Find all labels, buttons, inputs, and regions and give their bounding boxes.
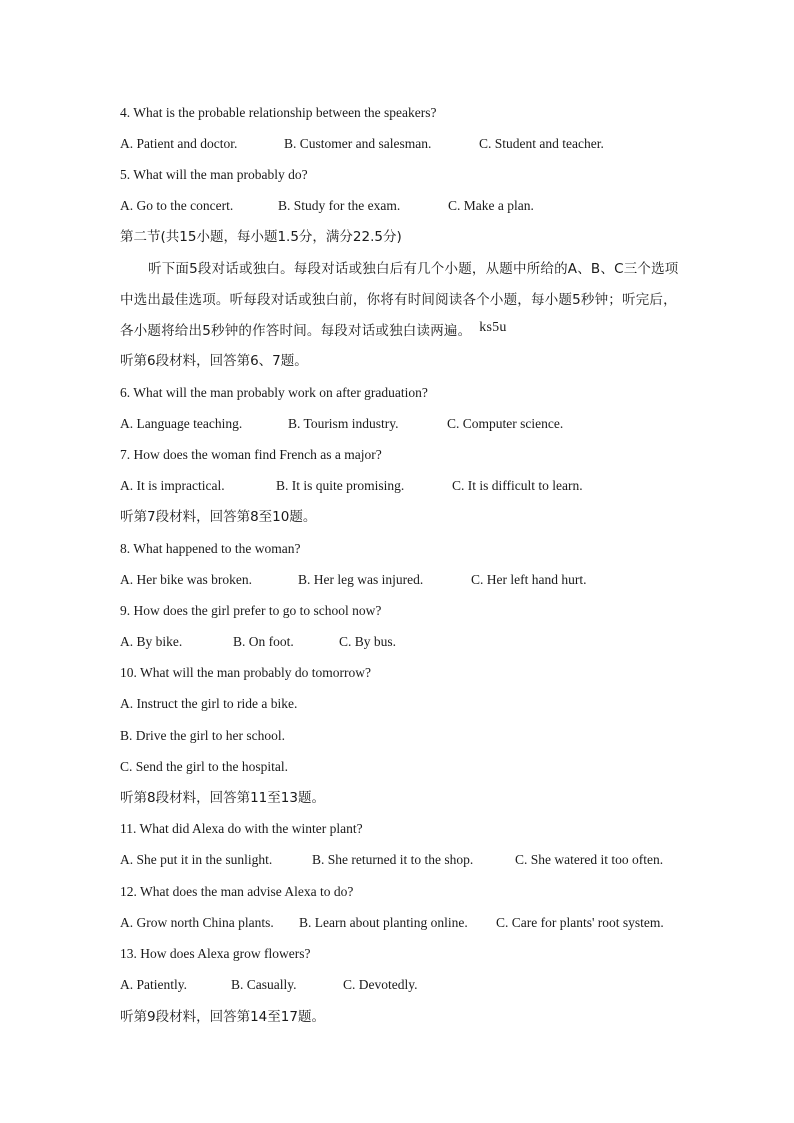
option-c: C. By bus. (339, 634, 397, 649)
option-a: A. Go to the concert. (120, 198, 234, 213)
section-heading: 第二节(共15小题，每小题1.5分，满分22.5分) (120, 229, 402, 245)
option-c: C. She watered it too often. (515, 852, 664, 867)
option-b: B. It is quite promising. (276, 478, 405, 493)
question-8-stem: 8. What happened to the woman? (120, 541, 301, 556)
option-a: A. Her bike was broken. (120, 572, 252, 587)
option-c: C. Student and teacher. (479, 136, 604, 151)
material-9-heading: 听第9段材料，回答第14至17题。 (120, 1009, 325, 1025)
option-a: A. She put it in the sunlight. (120, 852, 273, 867)
option-b: B. Tourism industry. (288, 416, 399, 431)
material-7-heading: 听第7段材料，回答第8至10题。 (120, 509, 317, 525)
option-a: A. Patiently. (120, 977, 187, 992)
option-c: C. Her left hand hurt. (471, 572, 587, 587)
option-b: B. On foot. (233, 634, 294, 649)
option-b: B. She returned it to the shop. (312, 852, 474, 867)
question-6-stem: 6. What will the man probably work on after graduation? (120, 385, 428, 400)
question-10-option-a: A. Instruct the girl to ride a bike. (120, 696, 298, 711)
option-a: A. Grow north China plants. (120, 915, 274, 930)
question-10-stem: 10. What will the man probably do tomorrow? (120, 665, 371, 680)
watermark: ks5u (479, 320, 507, 335)
option-b: B. Learn about planting online. (299, 915, 468, 930)
material-8-heading: 听第8段材料，回答第11至13题。 (120, 790, 325, 806)
question-10-option-b: B. Drive the girl to her school. (120, 728, 285, 743)
question-5-stem: 5. What will the man probably do? (120, 167, 308, 182)
option-c: C. It is difficult to learn. (452, 478, 583, 493)
option-b: B. Customer and salesman. (284, 136, 432, 151)
option-c: C. Make a plan. (448, 198, 534, 213)
question-11-stem: 11. What did Alexa do with the winter plant? (120, 821, 363, 836)
option-b: B. Her leg was injured. (298, 572, 424, 587)
option-a: A. Patient and doctor. (120, 136, 238, 151)
question-10-option-c: C. Send the girl to the hospital. (120, 759, 288, 774)
option-b: B. Casually. (231, 977, 297, 992)
question-9-stem: 9. How does the girl prefer to go to school now? (120, 603, 382, 618)
option-a: A. By bike. (120, 634, 183, 649)
instructions-text: 听下面5段对话或独白。每段对话或独白后有几个小题，从题中所给的A、B、C三个选项中选出最佳选项。听每段对话或独白前，你将有时间阅读各个小题，每小题5秒钟；听完后，各小题将给出5秒钟的作答时间。每段对话或独白读两遍。 (120, 261, 679, 339)
question-12-stem: 12. What does the man advise Alexa to do? (120, 884, 354, 899)
option-c: C. Computer science. (447, 416, 564, 431)
option-a: A. Language teaching. (120, 416, 243, 431)
option-a: A. It is impractical. (120, 478, 225, 493)
question-7-stem: 7. How does the woman find French as a major? (120, 447, 382, 462)
option-c: C. Care for plants' root system. (496, 915, 664, 930)
option-c: C. Devotedly. (343, 977, 418, 992)
question-4-stem: 4. What is the probable relationship between the speakers? (120, 105, 437, 120)
option-b: B. Study for the exam. (278, 198, 401, 213)
material-6-heading: 听第6段材料，回答第6、7题。 (120, 353, 308, 369)
question-13-stem: 13. How does Alexa grow flowers? (120, 946, 311, 961)
section-instructions (120, 254, 680, 347)
